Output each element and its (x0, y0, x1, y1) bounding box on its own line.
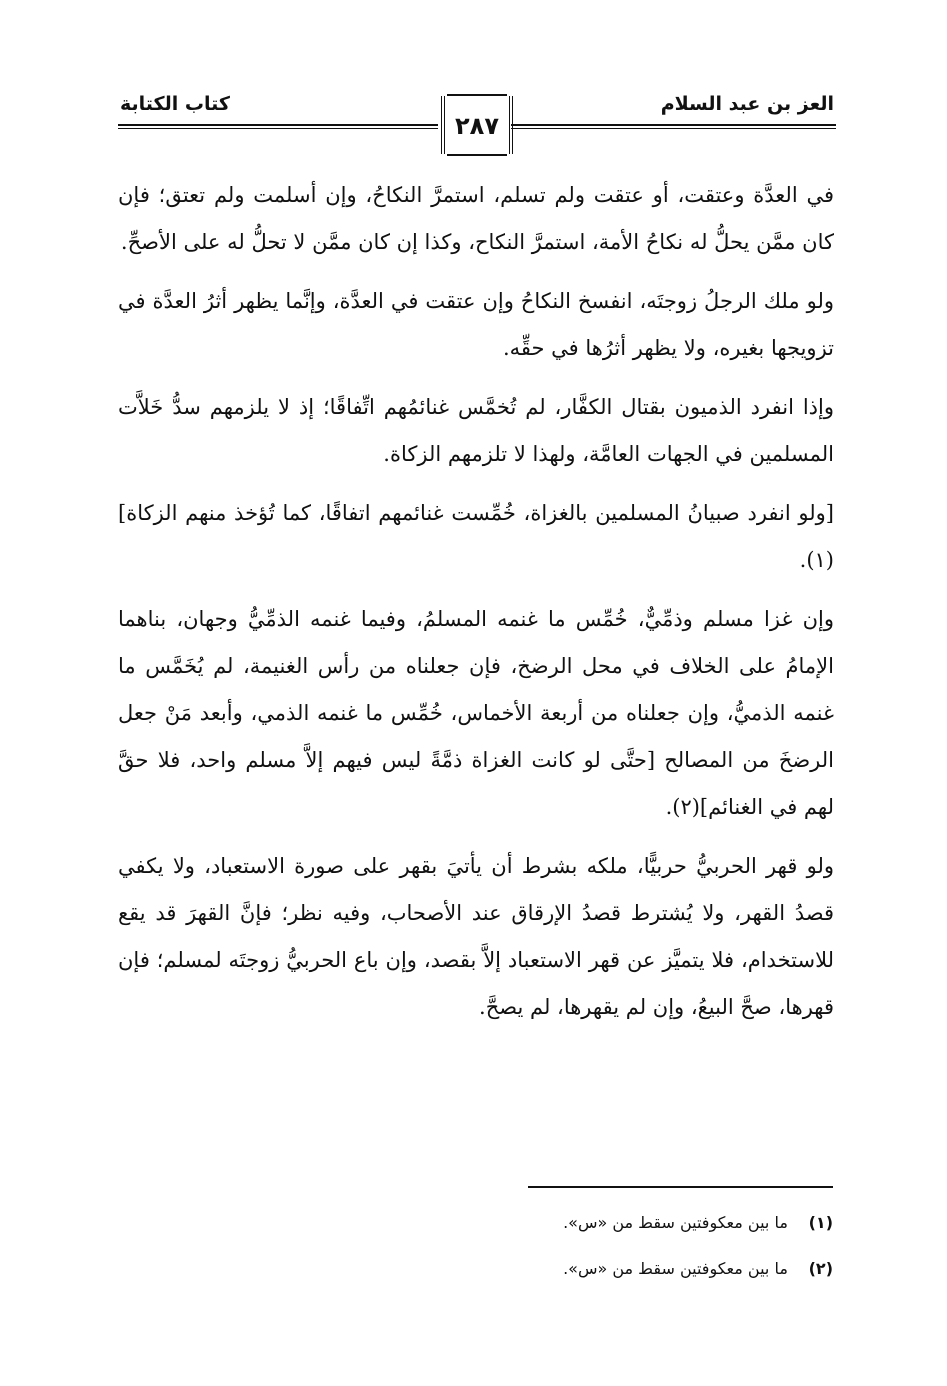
footnote-2-number: (٢) (808, 1259, 833, 1278)
footnotes (333, 1200, 833, 1292)
page-number: ٢٨٧ (455, 112, 499, 140)
footnote-divider (528, 1186, 833, 1188)
header-rule-right (511, 124, 836, 129)
page-number-frame (441, 96, 513, 154)
header-rule-left (118, 124, 438, 129)
paragraph-1: في العدَّة وعتقت، أو عتقت ولم تسلم، استمرَّ النكاحُ، وإن أسلمت ولم تعتق؛ فإن كان ممَّن يحلُّ له نكاحُ الأمة، استمرَّ النكاح، وكذا إن كان ممَّن لا تحلُّ له على الأصحِّ. (118, 183, 834, 254)
paragraph-6: ولو قهر الحربيُّ حربيًّا، ملكه بشرط أن يأتيَ بقهر على صورة الاستعباد، ولا يكفي قصدُ القهر، ولا يُشترط قصدُ الإرقاق عند الأصحاب، وفيه نظر؛ فإنَّ القهرَ قد يقع للاستخدام، فلا يتميَّز عن قهر الاستعباد إلاَّ بقصد، وإن باع الحربيُّ زوجتَه لمسلم؛ فإن قهرها، صحَّ البيعُ، وإن لم يقهرها، لم يصحَّ. (118, 854, 834, 1019)
main-text (118, 172, 834, 1043)
footnote-2-text: ما بين معكوفتين سقط من «س». (563, 1259, 788, 1278)
paragraph-4: [ولو انفرد صبيانُ المسلمين بالغزاة، خُمِّست غنائمهم اتفاقًا، كما تُؤخذ منهم الزكاة](١). (118, 501, 834, 572)
page-header (118, 88, 836, 160)
paragraph-2: ولو ملك الرجلُ زوجتَه، انفسخ النكاحُ وإن عتقت في العدَّة، وإنَّما يظهر أثرُ العدَّة في تزويجها بغيره، ولا يظهر أثرُها في حقِّه. (118, 289, 834, 360)
paragraph-5: وإن غزا مسلم وذمِّيٌّ، خُمِّس ما غنمه المسلمُ، وفيما غنمه الذمِّيُّ وجهان، بناهما الإمامُ على الخلاف في محل الرضخ، فإن جعلناه من رأس الغنيمة، لم يُخَمَّس ما غنمه الذميُّ، وإن جعلناه من أربعة الأخماس، خُمِّس ما غنمه الذمي، وأبعد مَنْ جعل الرضخَ من المصالح [حتَّى لو كانت الغزاة ذمَّةً ليس فيهم إلاَّ مسلم واحد، فلا حقَّ لهم في الغنائم](٢). (118, 607, 834, 819)
footnote-1 (333, 1200, 833, 1246)
author-running-head: العز بن عبد السلام (660, 93, 834, 115)
footnote-1-number: (١) (808, 1213, 833, 1232)
footnote-2 (333, 1246, 833, 1292)
footnote-1-text: ما بين معكوفتين سقط من «س». (563, 1213, 788, 1232)
chapter-running-head: كتاب الكتابة (120, 93, 230, 115)
paragraph-3: وإذا انفرد الذميون بقتال الكفَّار، لم تُخمَّس غنائمُهم اتِّفاقًا؛ إذ لا يلزمهم سدُّ خَلاَّت المسلمين في الجهات العامَّة، ولهذا لا تلزمهم الزكاة. (118, 395, 834, 466)
